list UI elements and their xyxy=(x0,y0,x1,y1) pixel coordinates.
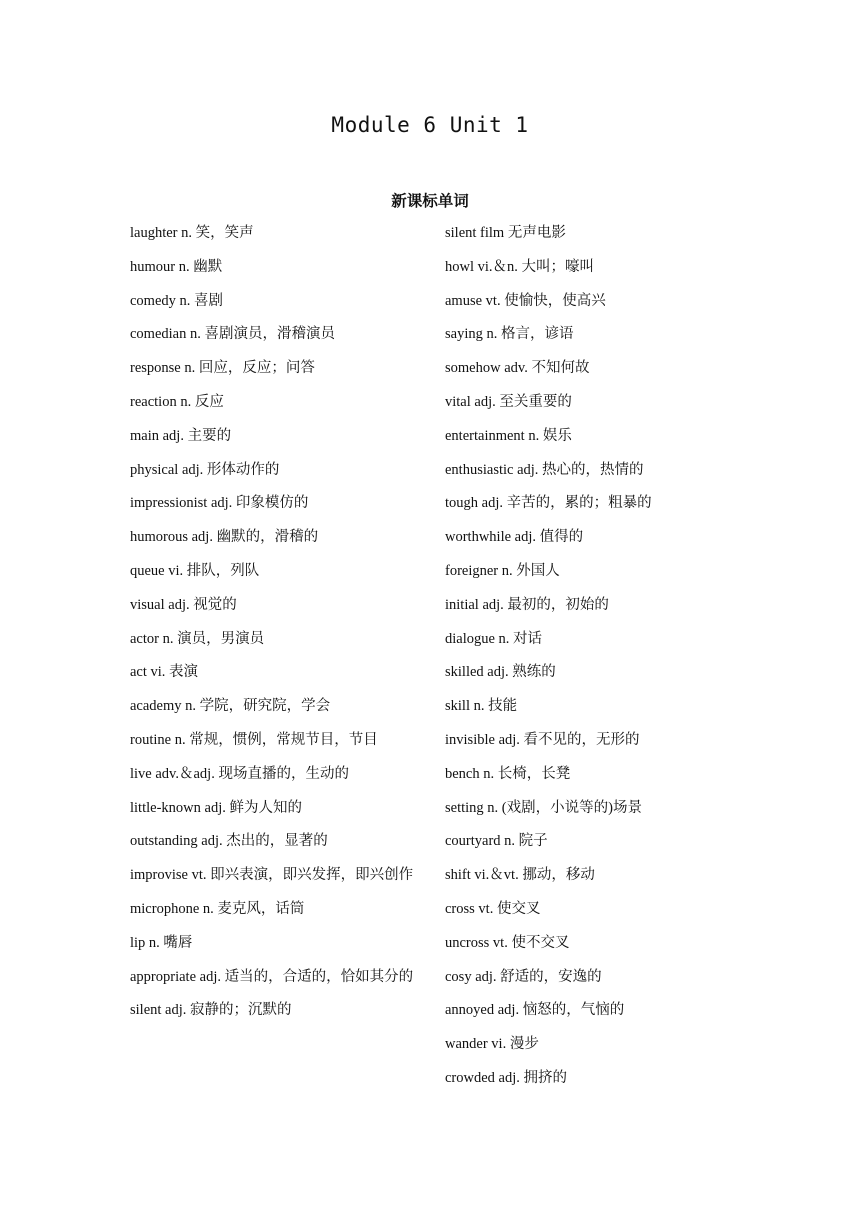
vocab-entry: setting n. (戏剧，小说等的)场景 xyxy=(445,799,642,816)
vocab-entry: laughter n. 笑，笑声 xyxy=(130,225,254,241)
vocab-entry: skill n. 技能 xyxy=(445,698,518,715)
vocab-entry: live adv.＆adj. 现场直播的，生动的 xyxy=(130,765,349,782)
vocab-entry: silent adj. 寂静的；沉默的 xyxy=(130,1002,292,1019)
page-title: Module 6 Unit 1 xyxy=(331,113,529,137)
vocab-entry: academy n. 学院，研究院，学会 xyxy=(130,698,331,715)
vocab-entry: annoyed adj. 恼怒的，气恼的 xyxy=(445,1002,625,1019)
vocab-entry: wander vi. 漫步 xyxy=(445,1036,539,1053)
vocab-entry: uncross vt. 使不交叉 xyxy=(445,934,570,951)
vocabulary-column-right xyxy=(445,217,745,1096)
vocab-entry: dialogue n. 对话 xyxy=(445,630,543,647)
vocab-entry: tough adj. 辛苦的，累的；粗暴的 xyxy=(445,495,652,512)
vocab-entry: act vi. 表演 xyxy=(130,664,199,681)
vocab-entry: comedian n. 喜剧演员，滑稽演员 xyxy=(130,326,335,343)
vocab-entry: routine n. 常规，惯例，常规节目，节目 xyxy=(130,731,378,748)
vocab-entry: worthwhile adj. 值得的 xyxy=(445,529,584,546)
vocab-entry: enthusiastic adj. 热心的，热情的 xyxy=(445,461,644,478)
vocab-entry: amuse vt. 使愉快，使高兴 xyxy=(445,292,606,309)
vocab-entry: queue vi. 排队，列队 xyxy=(130,562,260,579)
vocab-entry: shift vi.＆vt. 挪动，移动 xyxy=(445,867,595,884)
vocab-entry: crowded adj. 拥挤的 xyxy=(445,1069,568,1086)
vocab-entry: initial adj. 最初的，初始的 xyxy=(445,596,609,613)
vocab-entry: courtyard n. 院子 xyxy=(445,833,548,850)
vocab-entry: actor n. 演员，男演员 xyxy=(130,630,265,647)
vocabulary-column-left xyxy=(130,217,430,1028)
vocab-entry: little-known adj. 鲜为人知的 xyxy=(130,799,302,816)
vocab-entry: reaction n. 反应 xyxy=(130,393,224,410)
vocab-entry: comedy n. 喜剧 xyxy=(130,292,224,309)
vocab-entry: cross vt. 使交叉 xyxy=(445,900,541,917)
vocab-entry: outstanding adj. 杰出的，显著的 xyxy=(130,833,328,850)
vocab-entry: main adj. 主要的 xyxy=(130,427,232,444)
vocab-entry: cosy adj. 舒适的，安逸的 xyxy=(445,968,602,985)
vocab-entry: saying n. 格言，谚语 xyxy=(445,326,574,343)
vocab-entry: bench n. 长椅，长凳 xyxy=(445,765,571,782)
vocab-entry: lip n. 嘴唇 xyxy=(130,934,193,951)
vocab-entry: visual adj. 视觉的 xyxy=(130,596,237,613)
vocab-entry: physical adj. 形体动作的 xyxy=(130,461,280,478)
vocab-entry: vital adj. 至关重要的 xyxy=(445,393,572,410)
vocab-entry: silent film 无声电影 xyxy=(445,225,566,241)
vocab-entry: improvise vt. 即兴表演，即兴发挥，即兴创作 xyxy=(130,867,414,884)
vocab-entry: invisible adj. 看不见的，无形的 xyxy=(445,731,640,748)
vocab-entry: response n. 回应，反应；问答 xyxy=(130,360,315,377)
vocab-entry: foreigner n. 外国人 xyxy=(445,562,560,579)
vocab-entry: microphone n. 麦克风，话筒 xyxy=(130,900,305,917)
vocab-entry: howl vi.＆n. 大叫；嚎叫 xyxy=(445,258,595,275)
vocab-entry: somehow adv. 不知何故 xyxy=(445,360,590,377)
vocab-entry: entertainment n. 娱乐 xyxy=(445,427,572,444)
section-heading: 新课标单词 xyxy=(391,192,469,210)
vocab-entry: humour n. 幽默 xyxy=(130,258,223,275)
vocab-entry: appropriate adj. 适当的，合适的，恰如其分的 xyxy=(130,968,414,985)
vocab-entry: impressionist adj. 印象模仿的 xyxy=(130,495,309,512)
vocab-entry: humorous adj. 幽默的，滑稽的 xyxy=(130,529,319,546)
vocab-entry: skilled adj. 熟练的 xyxy=(445,664,556,681)
